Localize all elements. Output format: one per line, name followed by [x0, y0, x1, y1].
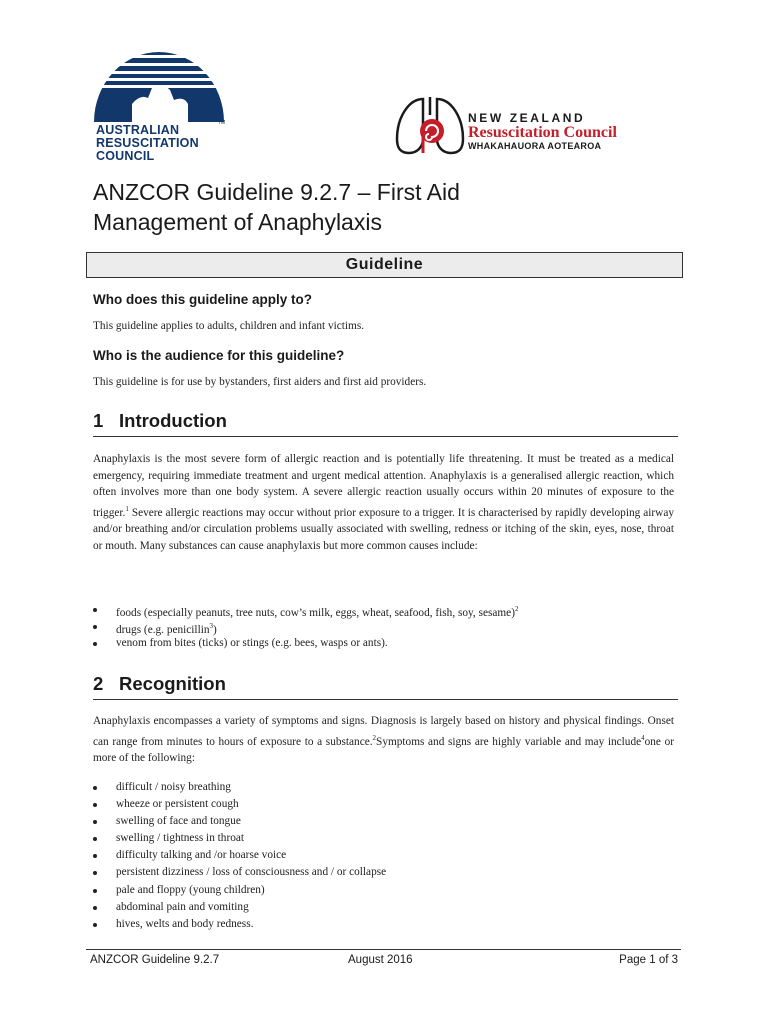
bullet-text: foods (especially peanuts, tree nuts, cow’s milk, eggs, wheat, seafood, fish, soy, sesame) — [116, 606, 515, 619]
section-2-title: Recognition — [119, 673, 226, 694]
arc-line-3: COUNCIL — [96, 149, 155, 163]
intro-text-b: Severe allergic reactions may occur without prior exposure to a trigger. It is characterised by rapidly developing airway and/or breathing and/or circulation problems usually associated with swelling, redness or itching of the skin, eyes, nose, throat or mouth. Many substances can cause anaphylaxis but more common causes include: — [93, 506, 674, 552]
arc-line-1: AUSTRALIAN — [96, 123, 180, 137]
section-1-paragraph — [93, 451, 674, 554]
nzrc-logo — [395, 95, 645, 157]
section-1-number: 1 — [93, 410, 104, 431]
title-line-2: Management of Anaphylaxis — [93, 209, 382, 235]
list-item — [93, 601, 518, 618]
bullet-text-end: ) — [213, 623, 217, 636]
list-item: abdominal pain and vomiting — [93, 899, 386, 916]
footer-page-number: Page 1 of 3 — [619, 954, 678, 966]
page-footer — [86, 949, 681, 966]
arc-logo-text — [96, 124, 199, 163]
symptoms-list — [93, 779, 386, 933]
causes-list — [93, 601, 518, 652]
q1-heading: Who does this guideline apply to? — [93, 292, 312, 307]
recognition-text-c: one or more of the following: — [93, 735, 674, 764]
nzrc-line-3: WHAKAHAUORA AOTEAROA — [468, 141, 602, 151]
list-item: swelling / tightness in throat — [93, 830, 386, 847]
arc-logo — [92, 42, 227, 167]
recognition-text-b: Symptoms and signs are highly variable and may include — [376, 735, 642, 748]
footer-date: August 2016 — [348, 954, 413, 966]
q2-text: This guideline is for use by bystanders, first aiders and first aid providers. — [93, 376, 427, 388]
section-2-number: 2 — [93, 673, 104, 694]
guideline-banner-label: Guideline — [345, 256, 424, 273]
list-item: swelling of face and tongue — [93, 813, 386, 830]
list-item: persistent dizziness / loss of consciousness and / or collapse — [93, 864, 386, 881]
recognition-text-a: Anaphylaxis encompasses a variety of symptoms and signs. Diagnosis is largely based on history and physical findings. Onset can range from minutes to hours of exposure to a substance. — [93, 715, 674, 748]
intro-text-a: Anaphylaxis is the most severe form of allergic reaction and is potentially life threatening. It must be treated as a medical emergency, requiring immediate treatment and urgent medical attention. Anaphylaxis is a generalised allergic reaction, which often involves more than one body system. A severe allergic reaction usually occurs within 20 minutes of exposure to the trigger. — [93, 453, 674, 519]
reference-2[interactable]: 2 — [514, 605, 519, 613]
list-item: wheeze or persistent cough — [93, 796, 386, 813]
reference-4[interactable]: 4 — [641, 733, 645, 742]
list-item: difficulty talking and /or hoarse voice — [93, 847, 386, 864]
arc-emblem-icon — [92, 42, 227, 124]
list-item: hives, welts and body redness. — [93, 916, 386, 933]
reference-2[interactable]: 2 — [372, 733, 377, 742]
section-1-heading — [93, 410, 678, 437]
q2-heading: Who is the audience for this guideline? — [93, 348, 345, 363]
section-2-paragraph — [93, 713, 674, 767]
list-item — [93, 635, 518, 652]
nzrc-line-1: NEW ZEALAND — [468, 111, 586, 125]
footer-doc-id: ANZCOR Guideline 9.2.7 — [90, 954, 220, 966]
section-1-title: Introduction — [119, 410, 227, 431]
reference-3[interactable]: 3 — [209, 622, 213, 631]
reference-1[interactable]: 1 — [125, 504, 129, 513]
q1-text: This guideline applies to adults, children and infant victims. — [93, 320, 365, 332]
document-title — [93, 177, 693, 237]
trademark-mark: TM — [218, 120, 226, 126]
arc-line-2: RESUSCITATION — [96, 136, 199, 150]
list-item: difficult / noisy breathing — [93, 779, 386, 796]
list-item: pale and floppy (young children) — [93, 882, 386, 899]
guideline-banner — [86, 252, 683, 278]
section-2-heading — [93, 673, 678, 700]
bullet-text: venom from bites (ticks) or stings (e.g. bees, wasps or ants). — [116, 637, 388, 650]
lungs-icon — [395, 95, 465, 157]
list-item — [93, 618, 518, 635]
bullet-text: drugs (e.g. penicillin — [116, 623, 210, 636]
title-line-1: ANZCOR Guideline 9.2.7 – First Aid — [93, 179, 460, 205]
nzrc-line-2: Resuscitation Council — [468, 124, 617, 141]
